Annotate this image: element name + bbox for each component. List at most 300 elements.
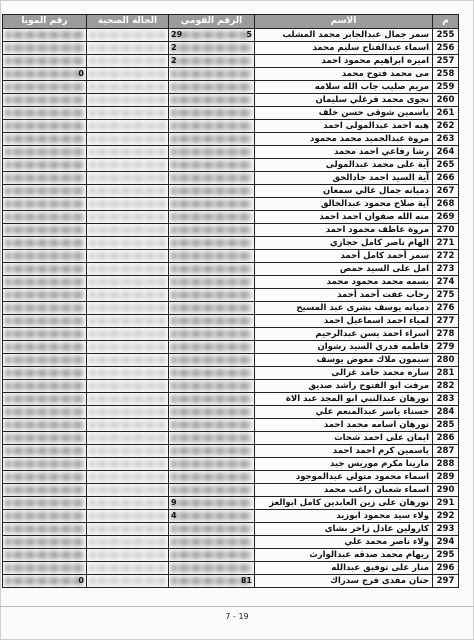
national-id-fragment: 9 [171,498,177,507]
redacted-mobile [5,486,84,494]
national-id-cell [169,471,255,484]
table-header [3,15,459,29]
health-status-cell [87,94,169,107]
redacted-mobile [5,57,84,65]
mobile-cell [3,315,87,328]
name-cell: ايمان على احمد شحات [255,432,433,445]
mobile-cell [3,562,87,575]
table-row [3,393,459,406]
redacted-national-id [171,460,252,468]
national-id-cell [169,354,255,367]
redacted-national-id [171,577,252,585]
redacted-health [89,70,166,78]
name-cell: مريم صليب جاب الله سلامه [255,81,433,94]
redacted-health [89,525,166,533]
redacted-health [89,512,166,520]
redacted-mobile [5,70,84,78]
name-cell: بسمه محمد محمود محمد [255,276,433,289]
health-status-cell [87,315,169,328]
redacted-national-id [171,252,252,260]
row-number-cell: 286 [433,432,459,445]
health-status-cell [87,276,169,289]
table-row [3,198,459,211]
row-number-cell: 285 [433,419,459,432]
health-status-cell [87,42,169,55]
national-id-cell [169,159,255,172]
mobile-cell [3,289,87,302]
table-row [3,484,459,497]
row-number-cell: 270 [433,224,459,237]
name-cell: كارولين عادل زاخر بشاى [255,523,433,536]
row-number-cell: 272 [433,250,459,263]
redacted-mobile [5,395,84,403]
name-cell: منه الله صفوان احمد احمد [255,211,433,224]
redacted-mobile [5,512,84,520]
health-status-cell [87,575,169,588]
redacted-national-id [171,200,252,208]
table-row [3,224,459,237]
national-id-cell [169,211,255,224]
mobile-cell [3,367,87,380]
redacted-national-id [171,317,252,325]
national-id-cell [169,523,255,536]
national-id-cell [169,107,255,120]
row-number-cell: 294 [433,536,459,549]
national-id-cell [169,55,255,68]
redacted-mobile [5,265,84,273]
row-number-cell: 282 [433,380,459,393]
mobile-cell [3,471,87,484]
redacted-health [89,57,166,65]
national-id-cell [169,510,255,523]
row-number-cell: 260 [433,94,459,107]
name-cell: مرفت ابو الفتوح راشد صديق [255,380,433,393]
redacted-mobile [5,96,84,104]
page-number: 7 - 19 [225,612,249,621]
national-id-cell [169,263,255,276]
mobile-cell [3,172,87,185]
name-cell: اسماء محمود متولي عبدالموجود [255,471,433,484]
redacted-health [89,174,166,182]
health-status-cell [87,510,169,523]
table-row [3,510,459,523]
table-body [3,29,459,588]
name-cell: ولاء ناصر محمد علي [255,536,433,549]
redacted-mobile [5,330,84,338]
mobile-cell [3,68,87,81]
row-number-cell: 268 [433,198,459,211]
redacted-national-id [171,304,252,312]
redacted-national-id [171,174,252,182]
table-row [3,315,459,328]
row-number-cell: 259 [433,81,459,94]
redacted-mobile [5,317,84,325]
national-id-cell [169,497,255,510]
name-cell: ولاء سيد محمود ابوزيد [255,510,433,523]
health-status-cell [87,198,169,211]
redacted-mobile [5,577,84,585]
mobile-cell [3,276,87,289]
mobile-cell [3,419,87,432]
national-id-cell [169,81,255,94]
name-cell: آية صلاح محمود عبدالخالق [255,198,433,211]
mobile-cell [3,497,87,510]
row-number-cell: 277 [433,315,459,328]
redacted-health [89,499,166,507]
row-number-cell: 284 [433,406,459,419]
name-cell: رشا رفاعي احمد محمد [255,146,433,159]
name-cell: ياسمين شوقى حسن خلف [255,107,433,120]
row-number-cell: 266 [433,172,459,185]
row-number-cell: 271 [433,237,459,250]
row-number-cell: 283 [433,393,459,406]
mobile-cell [3,237,87,250]
redacted-mobile [5,44,84,52]
row-number-cell: 290 [433,484,459,497]
redacted-health [89,577,166,585]
mobile-cell [3,341,87,354]
row-number-cell: 297 [433,575,459,588]
name-column-header: الاسم [255,15,433,29]
redacted-health [89,356,166,364]
row-number-cell: 291 [433,497,459,510]
health-status-cell [87,471,169,484]
national-id-cell [169,250,255,263]
redacted-mobile [5,213,84,221]
name-cell: آية السيد احمد جادالحق [255,172,433,185]
row-number-cell: 281 [433,367,459,380]
mobile-column-header: رقم الموبا [3,15,87,29]
row-number-cell: 257 [433,55,459,68]
redacted-health [89,161,166,169]
redacted-mobile [5,499,84,507]
national-id-cell [169,458,255,471]
redacted-health [89,148,166,156]
national-id-cell [169,276,255,289]
table-row [3,172,459,185]
redacted-mobile [5,460,84,468]
mobile-cell [3,211,87,224]
redacted-mobile [5,369,84,377]
national-id-cell [169,575,255,588]
national-id-cell [169,341,255,354]
redacted-national-id [171,278,252,286]
national-id-cell [169,133,255,146]
redacted-health [89,343,166,351]
mobile-cell [3,55,87,68]
row-number-cell: 276 [433,302,459,315]
national-id-cell [169,237,255,250]
table-row [3,159,459,172]
national-id-cell [169,224,255,237]
health-status-cell [87,289,169,302]
redacted-health [89,44,166,52]
page-divider [0,606,474,607]
table-row [3,276,459,289]
name-cell: ساره محمد حامد غزالى [255,367,433,380]
mobile-cell [3,29,87,42]
health-status-cell [87,419,169,432]
name-cell: اسماء عبدالفتاح سليم محمد [255,42,433,55]
row-number-cell: 295 [433,549,459,562]
health-status-cell [87,146,169,159]
redacted-national-id [171,421,252,429]
health-status-cell [87,159,169,172]
mobile-cell [3,380,87,393]
national-id-cell [169,328,255,341]
redacted-national-id [171,161,252,169]
health-status-cell [87,432,169,445]
mobile-cell [3,146,87,159]
redacted-mobile [5,109,84,117]
national-id-fragment: 4 [171,511,177,520]
health-status-cell [87,549,169,562]
number-column-header: م [433,15,459,29]
health-status-cell [87,562,169,575]
mobile-cell [3,549,87,562]
redacted-mobile [5,200,84,208]
redacted-national-id [171,369,252,377]
health-status-cell [87,81,169,94]
name-cell: اسماء شعبان راغب محمد [255,484,433,497]
health-status-cell [87,406,169,419]
health-status-cell [87,328,169,341]
row-number-cell: 263 [433,133,459,146]
redacted-health [89,460,166,468]
table-row [3,458,459,471]
table-row [3,562,459,575]
row-number-cell: 292 [433,510,459,523]
mobile-cell [3,302,87,315]
redacted-national-id [171,135,252,143]
redacted-mobile [5,239,84,247]
redacted-mobile [5,122,84,130]
table-row [3,302,459,315]
redacted-national-id [171,44,252,52]
redacted-health [89,538,166,546]
mobile-cell [3,354,87,367]
redacted-health [89,291,166,299]
redacted-health [89,317,166,325]
table-row [3,328,459,341]
redacted-national-id [171,226,252,234]
health-status-cell [87,185,169,198]
name-cell: الهام ناصر كامل حجازي [255,237,433,250]
table-row [3,42,459,55]
table-row [3,68,459,81]
health-status-column-header: الحالة الصحية [87,15,169,29]
mobile-cell [3,432,87,445]
redacted-national-id [171,213,252,221]
mobile-cell [3,406,87,419]
name-cell: مروة عاطف محمود احمد [255,224,433,237]
redacted-national-id [171,551,252,559]
table-row [3,367,459,380]
national-id-cell [169,315,255,328]
name-cell: آية على محمد عبدالمولى [255,159,433,172]
redacted-national-id [171,330,252,338]
redacted-health [89,434,166,442]
redacted-health [89,200,166,208]
name-cell: نورهان عبدالنبي ابو المجد عبد الاة [255,393,433,406]
table-row [3,120,459,133]
national-id-cell [169,484,255,497]
redacted-national-id [171,356,252,364]
redacted-mobile [5,343,84,351]
health-status-cell [87,120,169,133]
row-number-cell: 289 [433,471,459,484]
redacted-health [89,564,166,572]
redacted-national-id [171,343,252,351]
redacted-mobile [5,551,84,559]
redacted-health [89,252,166,260]
redacted-health [89,96,166,104]
health-status-cell [87,341,169,354]
redacted-health [89,447,166,455]
name-cell: امل على السيد حمص [255,263,433,276]
mobile-cell [3,120,87,133]
national-id-cell [169,432,255,445]
redacted-mobile [5,434,84,442]
health-status-cell [87,263,169,276]
table-row [3,133,459,146]
health-status-cell [87,367,169,380]
mobile-cell [3,458,87,471]
redacted-mobile [5,473,84,481]
mobile-cell [3,445,87,458]
health-status-cell [87,237,169,250]
redacted-health [89,31,166,39]
name-cell: سيمون ملاك معوض يوسف [255,354,433,367]
health-status-cell [87,393,169,406]
national-id-cell [169,198,255,211]
row-number-cell: 296 [433,562,459,575]
redacted-mobile [5,252,84,260]
national-id-cell [169,94,255,107]
table-row [3,146,459,159]
table-row [3,81,459,94]
redacted-mobile [5,447,84,455]
redacted-mobile [5,538,84,546]
health-status-cell [87,536,169,549]
health-status-cell [87,497,169,510]
row-number-cell: 258 [433,68,459,81]
table-row [3,354,459,367]
redacted-national-id [171,499,252,507]
national-id-cell [169,367,255,380]
redacted-mobile [5,135,84,143]
mobile-fragment: 0 [78,69,84,78]
mobile-cell [3,393,87,406]
redacted-mobile [5,31,84,39]
mobile-cell [3,198,87,211]
redacted-national-id [171,512,252,520]
redacted-health [89,122,166,130]
national-id-cell [169,380,255,393]
table-row [3,536,459,549]
redacted-health [89,421,166,429]
mobile-cell [3,328,87,341]
health-status-cell [87,458,169,471]
mobile-cell [3,42,87,55]
table-row [3,29,459,42]
redacted-health [89,226,166,234]
row-number-cell: 274 [433,276,459,289]
national-id-fragment: 2 [171,43,177,52]
redacted-health [89,135,166,143]
national-id-cell [169,302,255,315]
table-row [3,549,459,562]
redacted-health [89,265,166,273]
name-cell: نورهان على زين العابدين كامل ابوالعز [255,497,433,510]
health-status-cell [87,55,169,68]
row-number-cell: 255 [433,29,459,42]
redacted-mobile [5,161,84,169]
mobile-cell [3,263,87,276]
health-status-cell [87,29,169,42]
mobile-cell [3,81,87,94]
mobile-cell [3,250,87,263]
national-id-cell [169,393,255,406]
redacted-mobile [5,564,84,572]
national-id-cell [169,42,255,55]
mobile-cell [3,536,87,549]
name-cell: حسناء ياسر عبدالمنعم علي [255,406,433,419]
health-status-cell [87,380,169,393]
name-cell: فاطمه فدري السيد رشوان [255,341,433,354]
redacted-national-id [171,57,252,65]
redacted-national-id [171,525,252,533]
national-id-column-header: الرقم القومي [169,15,255,29]
redacted-mobile [5,174,84,182]
national-id-cell [169,289,255,302]
health-status-cell [87,211,169,224]
table-row [3,250,459,263]
row-number-cell: 256 [433,42,459,55]
redacted-health [89,213,166,221]
table-row [3,55,459,68]
redacted-national-id [171,447,252,455]
health-status-cell [87,484,169,497]
name-cell: اميره ابراهيم محمود احمد [255,55,433,68]
table-row [3,341,459,354]
national-id-tail: 81 [240,576,252,585]
name-cell: مارينا مكرم موريس جيد [255,458,433,471]
redacted-mobile [5,187,84,195]
redacted-national-id [171,564,252,572]
redacted-health [89,486,166,494]
redacted-health [89,83,166,91]
redacted-national-id [171,538,252,546]
redacted-national-id [171,382,252,390]
mobile-cell [3,523,87,536]
redacted-national-id [171,187,252,195]
name-cell: ياسمين كرم احمد احمد [255,445,433,458]
health-status-cell [87,107,169,120]
name-cell: ريهام محمد صدقه عبدالوارث [255,549,433,562]
name-cell: دميانه يوسف بشرى عبد المسيح [255,302,433,315]
mobile-fragment: 0 [78,576,84,585]
table-row [3,211,459,224]
national-id-fragment: 29 [171,30,183,39]
name-cell: مى محمد فتوح محمد [255,68,433,81]
name-cell: منار على توفيق عبدالله [255,562,433,575]
national-id-cell [169,419,255,432]
row-number-cell: 293 [433,523,459,536]
table-row [3,263,459,276]
redacted-national-id [171,473,252,481]
national-id-cell [169,120,255,133]
